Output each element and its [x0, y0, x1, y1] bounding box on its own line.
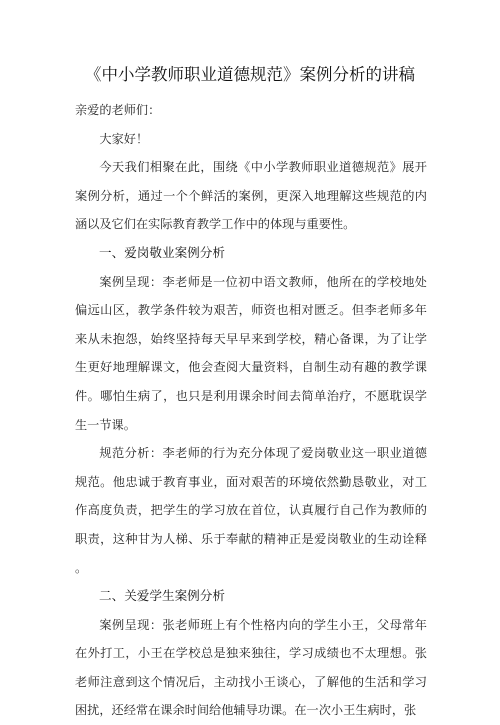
greeting: 大家好！	[99, 131, 149, 146]
salutation: 亲爱的老师们：	[75, 103, 161, 117]
document-title: 《中小学教师职业道德规范》案例分析的讲稿	[85, 65, 415, 84]
document-body	[75, 96, 427, 725]
section-1-analysis-paragraph: 规范分析：李老师的行为充分体现了爱岗敬业这一职业道德规范。他忠诚于教育事业，面对艰苦的环境依然勤恳敬业，对工作高度负责，把学生的学习放在首位，认真履行自己作为教师的职责，这种甘为人梯、乐于奉献的精神正是爱岗敬业的生动诠释。	[75, 446, 427, 575]
section-1-case-paragraph: 案例呈现：李老师是一位初中语文教师，他所在的学校地处偏远山区，教学条件较为艰苦，师资也相对匮乏。但李老师多年来从未抱怨，始终坚持每天早早来到学校，精心备课，为了让学生更好地理解课文，他会查阅大量资料，自制生动有趣的教学课件。哪怕生病了，也只是利用课余时间去简单治疗，不愿耽误学生一节课。	[75, 274, 427, 432]
section-heading-2: 二、关爱学生案例分析	[99, 588, 225, 604]
section-2-case-paragraph: 案例呈现：张老师班上有个性格内向的学生小王，父母常年在外打工，小王在学校总是独来独往，学习成绩也不太理想。张老师注意到这个情况后，主动找小王谈心，了解他的生活和学习困扰，还经常在课余时间给他辅导功课。在一次小王生病时，张	[75, 617, 427, 718]
section-heading-1: 一、爱岗敬业案例分析	[99, 244, 225, 260]
intro-paragraph: 今天我们相聚在此，围绕《中小学教师职业道德规范》展开案例分析，通过一个个鲜活的案例，更深入地理解这些规范的内涵以及它们在实际教育教学工作中的体现与重要性。	[75, 160, 427, 232]
